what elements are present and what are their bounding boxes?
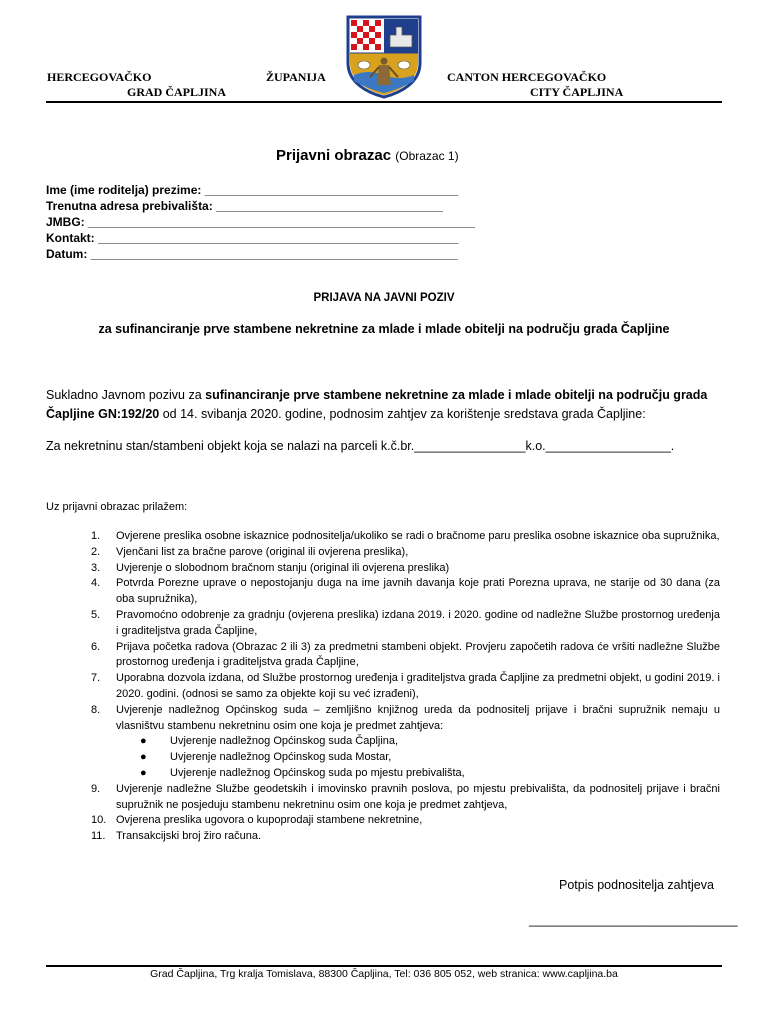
list-item-text: Uvjerenje o slobodnom bračnom stanju (original ili ovjerena preslika) (116, 561, 450, 574)
sub-list-item (116, 766, 720, 782)
list-item (46, 529, 720, 545)
list-item-number: 8. (91, 703, 101, 716)
sub-list-item (116, 734, 720, 750)
list-item-text: Prijava početka radova (Obrazac 2 ili 3) za predmetni stambeni objekt. Provjeru započetih radova će vršiti nadležne Službe prostornog uređenja i graditeljstva grada Čapljine, (116, 640, 720, 669)
list-item (46, 561, 720, 577)
list-item (46, 545, 720, 561)
sub-list-item-text: Uvjerenje nadležnog Općinskog suda Čapljina, (170, 735, 399, 748)
bullet-icon: ● (140, 735, 147, 748)
list-item-text: Uvjerenje nadležnog Općinskog suda – zemljišno knjižnog ureda da podnositelj prijave i bračni supružnik nemaju u vlasništvu stambenu nekretninu osim one koja je predmet zahtjeva: (116, 703, 720, 732)
sub-list-item-text: Uvjerenje nadležnog Općinskog suda Mostar, (170, 751, 392, 764)
form-subtitle: (Obrazac 1) (395, 149, 459, 163)
list-item (46, 608, 720, 640)
field-name[interactable]: Ime (ime roditelja) prezime: ______________________________________ (46, 183, 459, 197)
list-item-text: Ovjerena preslika ugovora o kupoprodaji stambene nekretnine, (116, 814, 423, 827)
list-item-text: Transakcijski broj žiro računa. (116, 830, 262, 843)
body-paragraph-2: Za nekretninu stan/stambeni objekt koja se nalazi na parceli k.č.br.________________k.o.__________________. (46, 439, 675, 453)
field-contact[interactable]: Kontakt: ______________________________________________________ (46, 231, 459, 245)
list-item-number: 10. (91, 814, 107, 827)
heading-title: PRIJAVA NA JAVNI POZIV (313, 292, 455, 304)
list-item-number: 2. (91, 545, 101, 558)
footer-text: Grad Čapljina, Trg kralja Tomislava, 88300 Čapljina, Tel: 036 805 052, web stranica: www.capljina.ba (150, 968, 618, 980)
header-right-line1: CANTON HERCEGOVAČKO (447, 70, 607, 84)
list-item-number: 7. (91, 672, 101, 685)
list-item (46, 829, 720, 845)
list-item (46, 782, 720, 814)
form-title (276, 147, 459, 164)
sub-list-item-text: Uvjerenje nadležnog Općinskog suda po mjestu prebivališta, (170, 766, 465, 779)
list-item-number: 5. (91, 608, 101, 621)
list-item-text: Vjenčani list za bračne parove (original ili ovjerena preslika), (116, 545, 409, 558)
list-item (46, 813, 720, 829)
body-paragraph-1-a: Sukladno Javnom pozivu za (46, 388, 206, 402)
header-center-line1: ŽUPANIJA (266, 70, 326, 84)
field-date[interactable]: Datum: _______________________________________________________ (46, 247, 458, 261)
list-item-text: Ovjerene preslika osobne iskaznice podnositelja/ukoliko se radi o bračnome paru preslika osobne iskaznice oba supružnika, (116, 530, 720, 542)
bullet-icon: ● (140, 751, 147, 764)
form-title-text: Prijavni obrazac (276, 147, 392, 164)
list-item-number: 4. (91, 577, 101, 590)
list-item (46, 640, 720, 672)
list-item (46, 703, 720, 782)
signature-label: Potpis podnositelja zahtjeva (559, 878, 714, 892)
sub-list-item (116, 750, 720, 766)
sub-list (116, 734, 720, 781)
attachments-intro: Uz prijavni obrazac prilažem: (46, 501, 188, 513)
header-left-line1: HERCEGOVAČKO (47, 70, 152, 84)
field-jmbg[interactable]: JMBG: __________________________________________________________ (46, 215, 476, 229)
list-item-text: Uporabna dozvola izdana, od Službe prostornog uređenja i graditeljstva grada Čapljine za predmetni objekt, u godini 2019. i 2020. godini. (odnosi se samo za objekte koji su već izrađeni), (116, 672, 720, 700)
list-item-number: 11. (91, 830, 106, 843)
header-rule (46, 101, 722, 103)
attachments-list (46, 529, 720, 845)
header-left-line2: GRAD ČAPLJINA (127, 85, 226, 99)
body-paragraph-1-bold: sufinanciranje prve stambene nekretnine za mlade i mlade obitelji na području grada Čapljine GN:192/20 (46, 388, 708, 421)
list-item-text: Uvjerenje nadležne Službe geodetskih i imovinsko pravnih poslova, po mjestu prebivališta, da podnositelj prijave i bračni supružnik ne posjeduju stambenu nekretninu osim one koja je predmet zahtjeva, (116, 782, 720, 811)
bullet-icon: ● (140, 766, 147, 779)
header-right-line2: CITY ČAPLJINA (530, 85, 624, 99)
heading-subtitle: za sufinanciranje prve stambene nekretnine za mlade i mlade obitelji na području grada Čapljine (98, 322, 670, 336)
list-item-text: Potvrda Porezne uprave o nepostojanju duga na ime javnih davanja koje prati Porezna uprava, ne starije od 30 dana (za oba supružnika), (116, 577, 720, 606)
list-item-number: 6. (91, 640, 101, 653)
footer-rule (46, 965, 722, 967)
body-paragraph-1-b: od 14. svibanja 2020. godine, podnosim zahtjev za korištenje sredstava grada Čapljine: (159, 407, 646, 421)
field-address[interactable]: Trenutna adresa prebivališta: __________________________________ (46, 199, 443, 213)
list-item-number: 3. (91, 561, 101, 574)
list-item (46, 671, 720, 703)
list-item-number: 9. (91, 782, 101, 795)
list-item-text: Pravomoćno odobrenje za gradnju (ovjerena preslika) izdana 2019. i 2020. godine od nadležne Službe prostornog uređenja i graditeljstva grada Čapljine, (116, 608, 720, 637)
list-item-number: 1. (91, 530, 101, 542)
signature-line[interactable]: ______________________________ (529, 913, 738, 927)
coat-of-arms-emblem (346, 15, 422, 99)
body-paragraph-1 (46, 386, 726, 424)
list-item (46, 576, 720, 608)
